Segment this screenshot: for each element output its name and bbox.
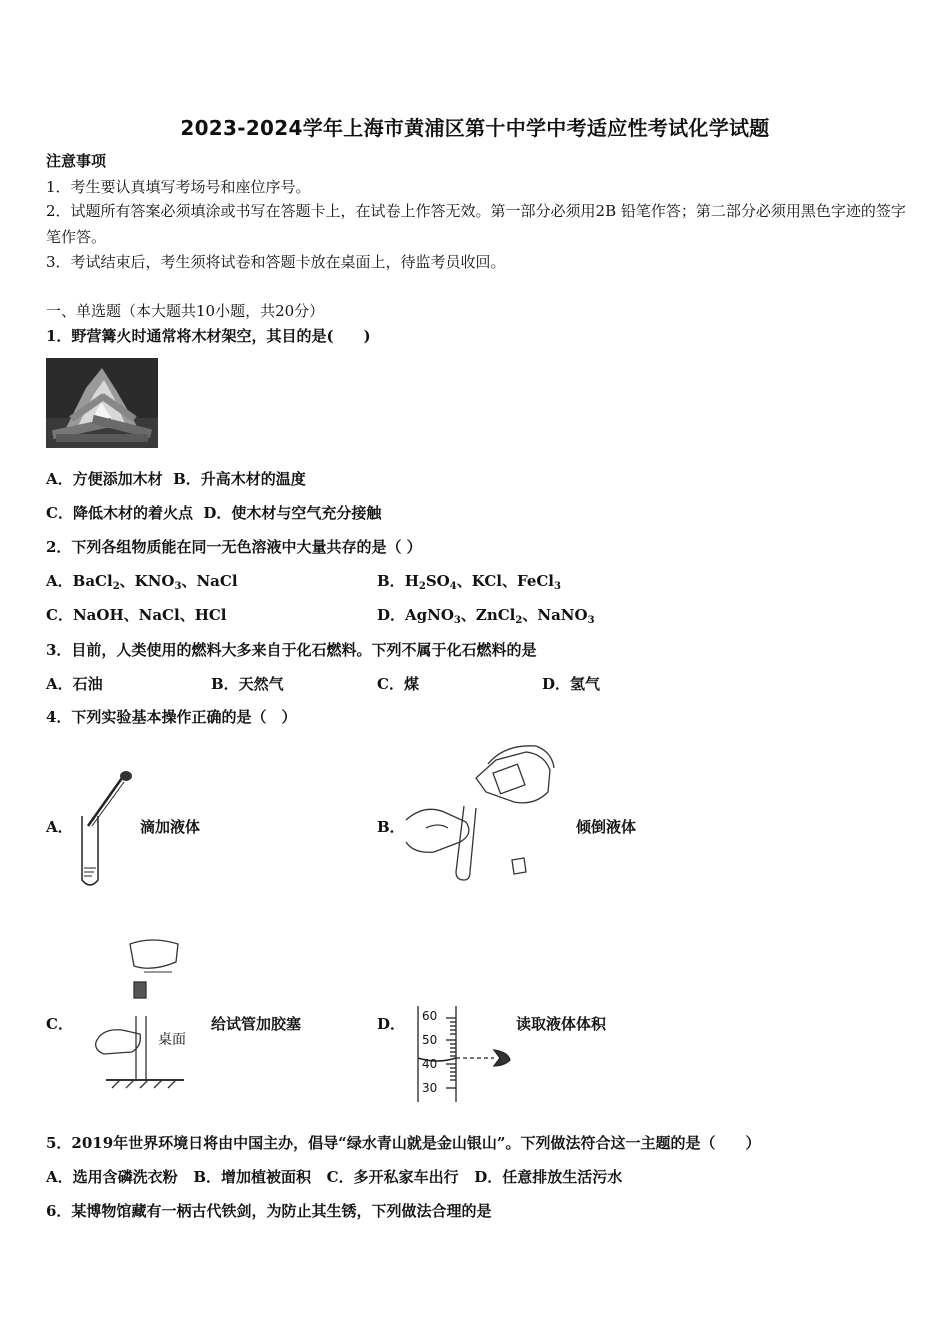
q1-option-b: B．升高木材的温度 [173, 470, 306, 488]
cylinder-tick-30: 30 [422, 1081, 438, 1095]
q3-option-b: B．天然气 [211, 675, 284, 693]
q4-option-b-letter: B． [377, 818, 405, 836]
dropper-test-tube-diagram [74, 768, 140, 892]
q4-option-d-text: 读取液体体积 [516, 1015, 607, 1033]
q4-option-c-letter: C． [46, 1015, 73, 1033]
q5-option-d: D．任意排放生活污水 [474, 1168, 623, 1186]
q5-option-b: B．增加植被面积 [193, 1168, 311, 1186]
q3-option-c: C．煤 [377, 675, 419, 693]
notice-item-3: 3．考试结束后，考生须将试卷和答题卡放在桌面上，待监考员收回。 [46, 253, 506, 271]
q5-options [46, 1166, 622, 1188]
q4-option-a-letter: A． [46, 818, 73, 836]
question-5-stem: 5．2019年世界环境日将由中国主办，倡导“绿水青山就是金山银山”。下列做法符合这一主题的是（ ） [46, 1134, 761, 1152]
question-6-stem: 6．某博物馆藏有一柄古代铁剑，为防止其生锈，下列做法合理的是 [46, 1202, 492, 1220]
cylinder-tick-50: 50 [422, 1033, 438, 1047]
q3-option-d: D．氢气 [542, 675, 601, 693]
q4-option-a-text: 滴加液体 [140, 818, 201, 836]
question-2-stem: 2．下列各组物质能在同一无色溶液中大量共存的是（ ） [46, 538, 422, 556]
q4-option-b-text: 倾倒液体 [576, 818, 637, 836]
question-4-stem: 4．下列实验基本操作正确的是（ ） [46, 708, 297, 726]
q5-option-a: A．选用含磷洗衣粉 [46, 1168, 178, 1186]
cylinder-tick-60: 60 [422, 1009, 438, 1023]
stopper-on-desk-diagram [92, 938, 192, 1098]
page-title: 2023-2024学年上海市黄浦区第十中学中考适应性考试化学试题 [180, 116, 770, 140]
question-1-stem: 1．野营篝火时通常将木材架空，其目的是( ) [46, 327, 371, 345]
desk-label: 桌面 [158, 1032, 186, 1048]
cylinder-tick-40: 40 [422, 1057, 438, 1071]
q1-option-c: C．降低木材的着火点 [46, 504, 193, 522]
question-3-stem: 3．目前，人类使用的燃料大多来自于化石燃料。下列不属于化石燃料的是 [46, 641, 537, 659]
notice-item-1: 1．考生要认真填写考场号和座位序号。 [46, 178, 311, 196]
q2-option-b: B．$H_2SO_4$、KCl、FeCl$_3$ [377, 572, 561, 592]
q5-option-c: C．多开私家车出行 [326, 1168, 459, 1186]
q4-option-d-letter: D． [377, 1015, 406, 1033]
q4-option-c-text: 给试管加胶塞 [211, 1015, 302, 1033]
q1-option-d: D．使木材与空气充分接触 [203, 504, 382, 522]
q1-option-a: A．方便添加木材 [46, 470, 163, 488]
campfire-image [46, 358, 158, 448]
notice-item-2: 2．试题所有答案必须填涂或书写在答题卡上，在试卷上作答无效。第一部分必须用2B 铅笔作答；第二部分必须用黑色字迹的签字笔作答。 [46, 202, 906, 246]
q2-option-c: C．NaOH、NaCl、HCl [46, 606, 227, 624]
q3-option-a: A．石油 [46, 675, 103, 693]
notice-heading: 注意事项 [46, 152, 107, 170]
q2-option-a: A．BaCl$_2$、$KNO_3$、NaCl [46, 572, 238, 592]
q2-option-d: D．AgNO$_3$、ZnCl$_2$、NaNO$_3$ [377, 606, 595, 626]
pouring-liquid-diagram [404, 742, 564, 882]
section-heading: 一、单选题（本大题共10小题，共20分） [46, 302, 325, 320]
